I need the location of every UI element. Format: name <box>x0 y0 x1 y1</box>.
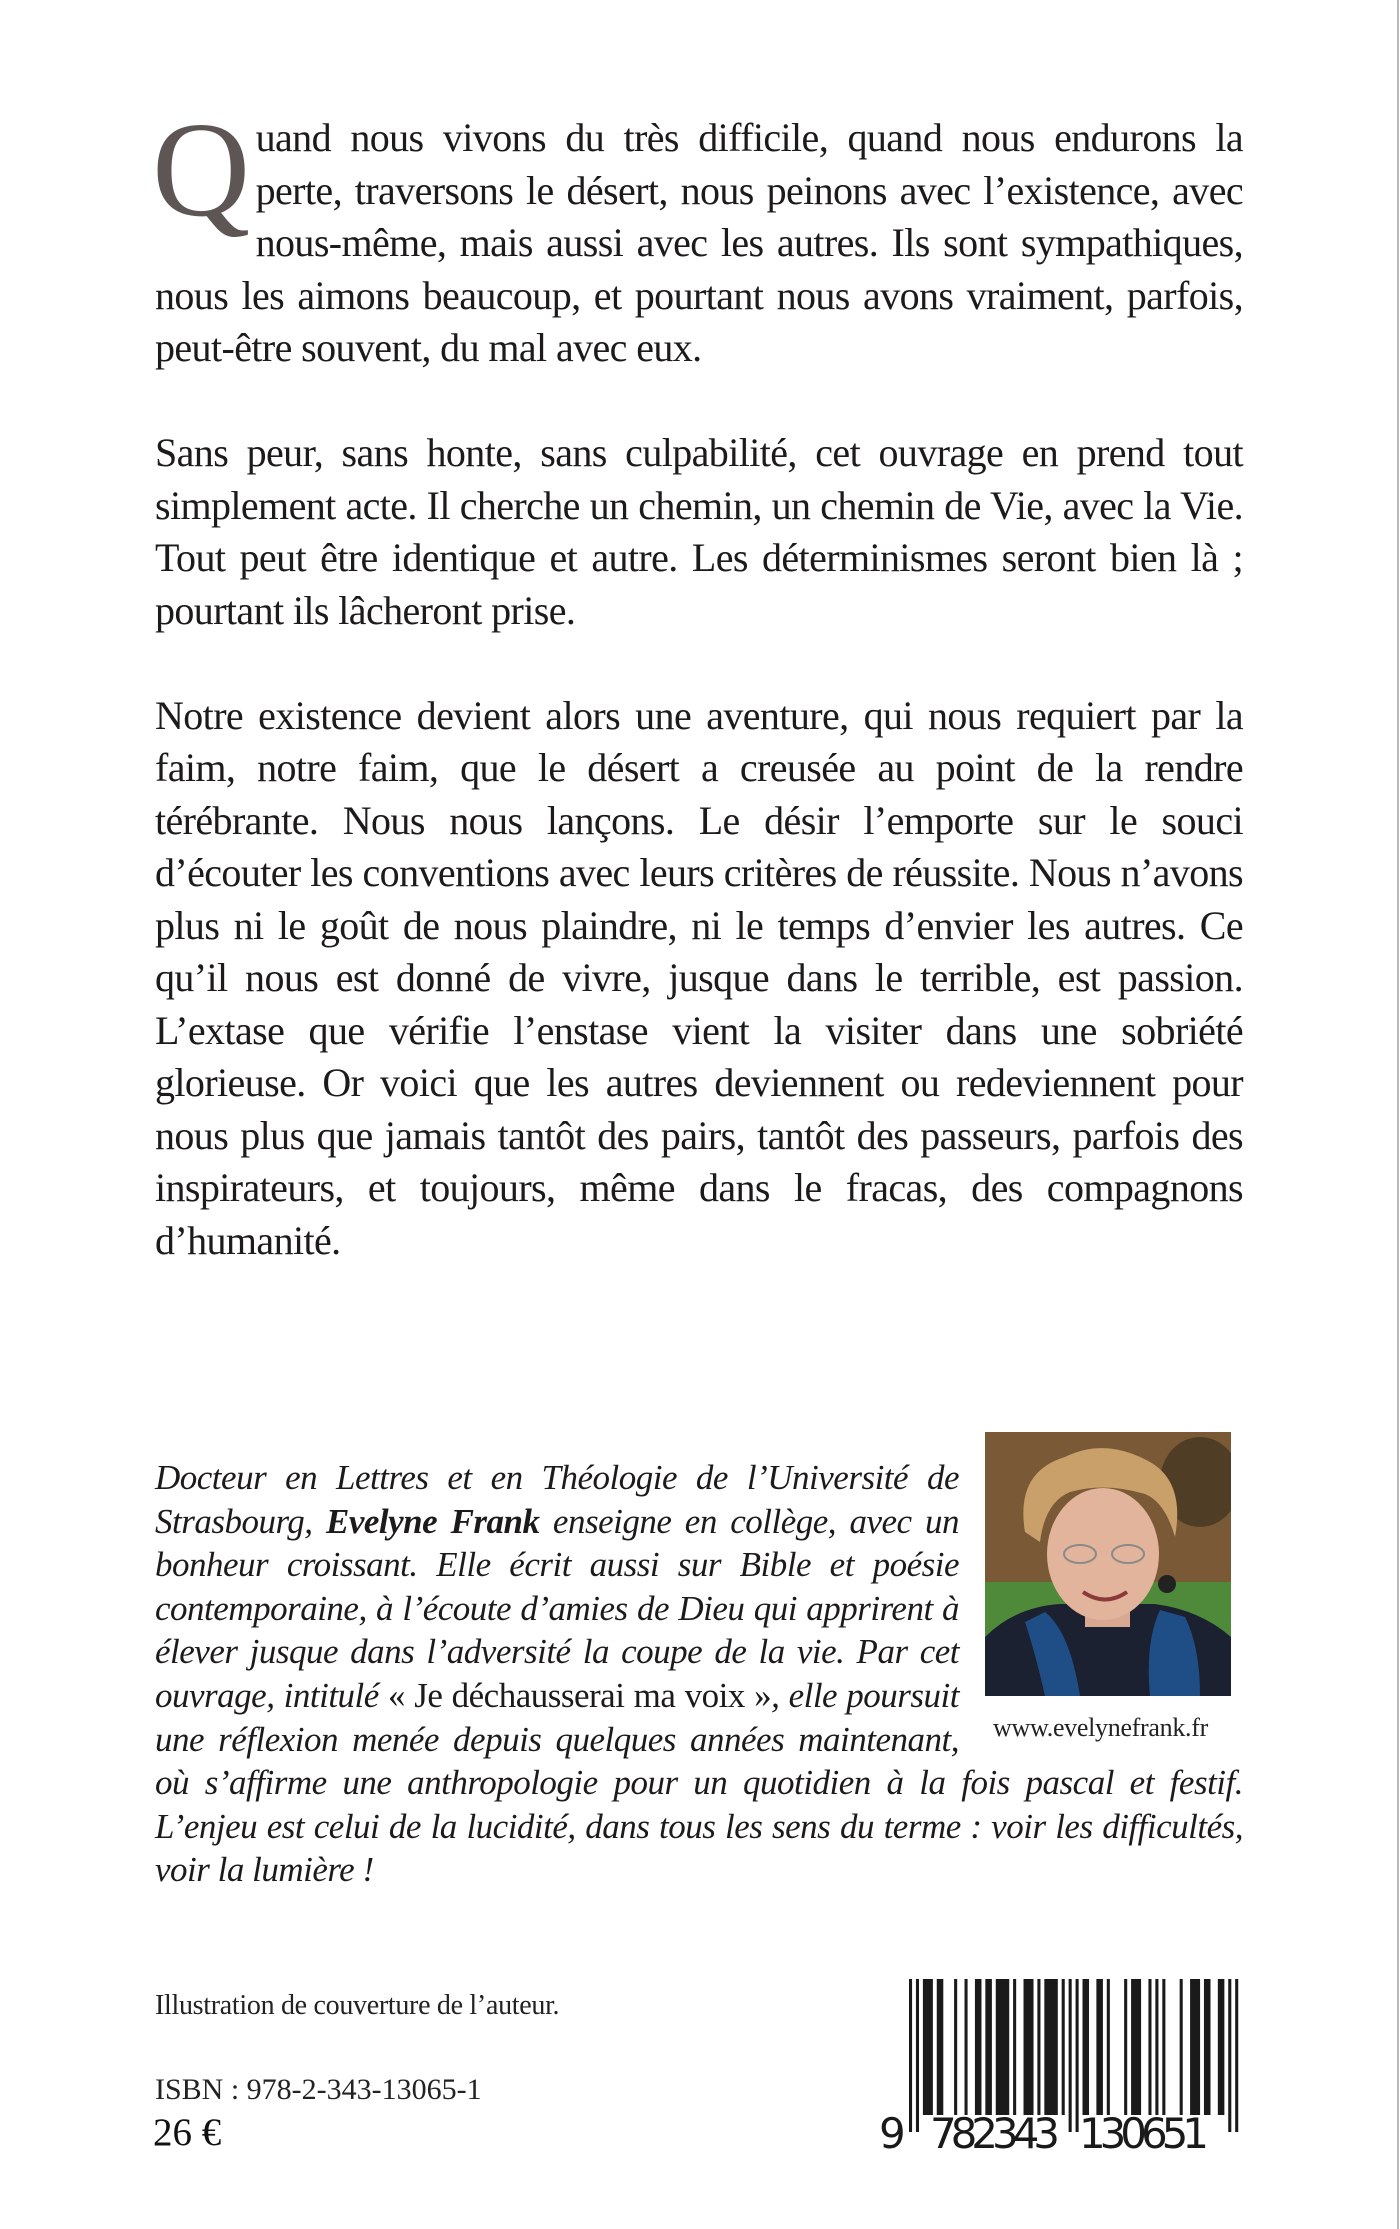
barcode-bar <box>1044 1979 1057 2115</box>
blurb-paragraph-2: Sans peur, sans honte, sans culpabilité, cet ouvrage en prend tout simplement acte. Il cherche un chemin, un chemin de Vie, avec la Vie. Tout peut être identique et autre. Les déterminismes seront bien là ; pourtant ils lâcheront prise. <box>155 430 1243 633</box>
barcode-bar <box>1155 1979 1158 2115</box>
barcode-bar <box>1024 1979 1034 2115</box>
page-edge-line <box>1397 0 1399 2229</box>
barcode-bar <box>1218 1979 1225 2115</box>
blurb <box>152 95 1243 1320</box>
barcode-right-digits: 130651 <box>1079 2109 1209 2158</box>
isbn: ISBN : 978-2-343-13065-1 <box>155 2073 482 2106</box>
barcode-bar <box>1062 1979 1065 2115</box>
blurb-paragraph-3: Notre existence devient alors une aventure, qui nous requiert par la faim, notre faim, que le désert a creusée au point de la rendre térébrante. Nous nous lançons. Le désir l’emporte sur le souci d’écouter les conventions avec leurs critères de réussite. Nous n’avons plus ni le goût de nous plaindre, ni le temps d’envier les autres. Ce qu’il nous est donné de vivre, jusque dans le terrible, est passion. L’extase que vérifie l’enstase vient la visiter dans une sobriété glorieuse. Or voici que les autres deviennent ou redeviennent pour nous plus que jamais tantôt des pairs, tantôt des passeurs, parfois des inspirateurs, et toujours, même dans le fracas, des compagnons d’humanité. <box>155 692 1243 1263</box>
barcode-graphic <box>870 1975 1250 2165</box>
barcode-bar <box>1204 1979 1211 2115</box>
author-portrait-image <box>985 1432 1231 1696</box>
book-title: « Je déchausserai ma voix » <box>388 1675 772 1715</box>
blurb-paragraph-1-text: uand nous vivons du très difficile, quand nous endurons la perte, traversons le désert, nous peinons avec l’existence, avec nous-même, mais aussi avec les autres. Ils sont sympathiques, nous les aimons beaucoup, et pourtant nous avons vraiment, parfois, peut-être souvent, du mal avec eux. <box>155 115 1243 370</box>
barcode-bar <box>1124 1979 1127 2115</box>
barcode-bar <box>1162 1979 1165 2115</box>
barcode-first-digit: 9 <box>879 2109 906 2158</box>
barcode-bar <box>954 1979 957 2115</box>
photo-earring <box>1158 1575 1176 1593</box>
bio-text-part-2: enseigne en collège, avec un bonheur croissant. Elle écrit aussi sur Bible et poésie contemporaine, à l’écoute d’amies de Dieu qui apprirent à élever jusque dans l’adversité la coupe de la vie. Par cet ouvrage, intitulé <box>155 1501 959 1715</box>
author-website[interactable]: www.evelynefrank.fr <box>993 1713 1208 1742</box>
barcode-bar <box>985 1979 992 2115</box>
barcode-bar <box>1083 1979 1090 2115</box>
barcode-bar <box>1148 1979 1151 2115</box>
barcode-guard-bar <box>1069 1979 1072 2132</box>
barcode-bar <box>965 1979 968 2115</box>
barcode-bar <box>1190 1979 1200 2115</box>
barcode-bar <box>996 1979 1009 2115</box>
barcode-guard-bar <box>909 1979 912 2132</box>
barcode-bar <box>1180 1979 1183 2115</box>
bio-text-part-1: Docteur en Lettres et en Théologie de l’Université de Strasbourg, <box>155 1458 959 1541</box>
barcode-bar <box>1037 1979 1040 2115</box>
barcode-bar <box>937 1979 944 2115</box>
barcode-left-digits: 782343 <box>930 2109 1060 2158</box>
barcode-bar <box>923 1979 933 2115</box>
drop-cap: Q <box>152 95 250 245</box>
barcode-guard-bar <box>1235 1979 1238 2132</box>
barcode-guard-bar <box>916 1979 919 2132</box>
barcode-bar <box>1107 1979 1110 2115</box>
blurb-paragraph-1 <box>152 95 1243 375</box>
ean13-barcode <box>870 1975 1250 2165</box>
barcode-bar <box>1013 1979 1016 2115</box>
bio-text-part-3: , elle poursuit une réflexion menée depuis quelques années maintenant, où s’affirme une anthropologie pour un quotidien à la fois pascal et festif. L’enjeu est celui de la lucidité, dans tous les sens du terme : voir les difficultés, voir la lumière ! <box>155 1675 1243 1890</box>
author-name: Evelyne Frank <box>325 1501 540 1541</box>
barcode-bar <box>1096 1979 1103 2115</box>
price: 26 € <box>153 2111 222 2154</box>
cover-illustration-credit: Illustration de couverture de l’auteur. <box>155 1990 560 2021</box>
barcode-guard-bar <box>1228 1979 1231 2132</box>
author-bio <box>155 1456 1243 1892</box>
barcode-bar <box>1131 1979 1141 2115</box>
barcode-bar <box>975 1979 982 2115</box>
author-photo-block <box>985 1432 1243 1750</box>
author-photo <box>985 1432 1231 1696</box>
